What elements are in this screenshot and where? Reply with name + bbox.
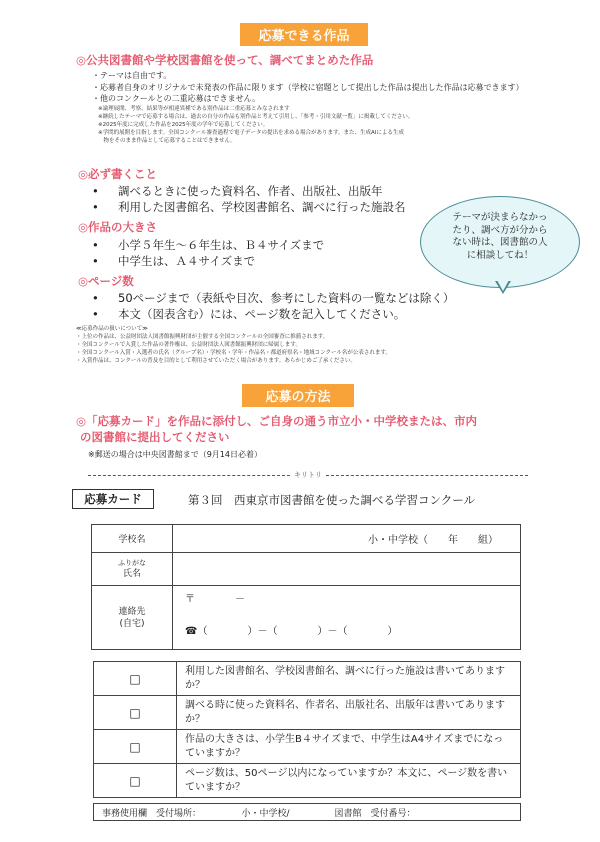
entry-card-title: 第３回 西東京市図書館を使った調べる学習コンクール [188, 493, 476, 507]
bubble-line: たり、調べ方が分から [452, 224, 548, 236]
list-item: • 小学５年生～６年生は、Ｂ４サイズまで [92, 238, 325, 252]
table-row [94, 696, 521, 730]
list-item: • 50ページまで（表紙や目次、参考にした資料の一覧などは除く） [92, 291, 455, 305]
handling-line: ・上位の作品は、公益財団法人図書館振興財団が主催する全国コンクールの全国審査に推薦されます。 [76, 334, 329, 340]
checkbox[interactable]: □ [94, 764, 177, 798]
check-question: ページ数は、50ページ以内になっていますか？本文に、ページ数を書いていますか？ [177, 764, 521, 798]
bubble-line: テーマが決まらなかっ [452, 212, 548, 223]
speech-bubble-text [432, 212, 568, 262]
method-note: ※郵送の場合は中央図書館まで（9月14日必着） [88, 450, 262, 459]
list-item: • 利用した図書館名、学校図書館名、調べに行った施設名 [92, 200, 406, 214]
method-section-label: 応募の方法 [242, 384, 354, 407]
contact-field[interactable] [173, 586, 521, 650]
name-label-cell [92, 553, 173, 586]
size-item: 中学生は、Ａ４サイズまで [118, 254, 256, 268]
table-row [94, 764, 521, 798]
table-row [92, 553, 521, 586]
handling-line: ・入賞作品は、コンクールの普及を目的として利用させていただく場合があります。あらかじめご了承ください。 [76, 358, 356, 364]
contact-label: 連絡先 [118, 606, 146, 617]
checklist-table [93, 661, 521, 798]
works-note: 物をそのまま作品として応募することはできません。 [98, 138, 236, 144]
pages-item: 50ページまで（表紙や目次、参考にした資料の一覧などは除く） [118, 291, 455, 305]
handling-line: ・全国コンクール入賞・入選者の氏名（グループ名）・学校名・学年・作品名・都道府県名・地域コンクール名が公表されます。 [76, 350, 391, 356]
furigana-label: ふりがな [118, 559, 146, 567]
handling-title: ≪応募作品の扱いについて≫ [76, 326, 148, 332]
pages-item: 本文（図表含む）には、ページ数を記入してください。 [118, 307, 406, 321]
table-row [92, 586, 521, 650]
works-rule: ・テーマは自由です。 [92, 71, 172, 80]
name-field[interactable] [173, 553, 521, 586]
postal-code: 〒 － [185, 594, 245, 605]
phone-number: ☎（ ）－（ ）－（ ） [185, 626, 398, 637]
works-note: ※論理展開、考察、結果等が相違異種である別作品は二重応募とみなされます [98, 106, 290, 112]
works-rules [92, 70, 524, 105]
dashed-line [326, 475, 528, 476]
speech-bubble-tail-fill [497, 280, 509, 291]
contact-label-cell [92, 586, 173, 650]
works-note: ※2025年度に完成した作品を2025年度の学年で応募してください。 [98, 122, 269, 128]
works-section-label: 応募できる作品 [240, 23, 368, 46]
must-write-item: 利用した図書館名、学校図書館名、調べに行った施設名 [118, 200, 406, 214]
list-item: • 中学生は、Ａ４サイズまで [92, 254, 256, 268]
school-label: 学校名 [92, 525, 173, 553]
table-row [94, 730, 521, 764]
check-question: 調べる時に使った資料名、作者名、出版社名、出版年は書いてありますか？ [177, 696, 521, 730]
cut-label: キリトリ [294, 471, 322, 479]
table-row [94, 662, 521, 696]
works-notes [98, 105, 413, 145]
method-heading-line: の図書館に提出してください [80, 430, 230, 444]
office-use-row: 事務使用欄 受付場所： 小・中学校/ 図書館 受付番号： [93, 803, 521, 821]
checkbox[interactable]: □ [94, 730, 177, 764]
pages-heading: ◎ページ数 [78, 274, 134, 288]
must-write-item: 調べるときに使った資料名、作者、出版社、出版年 [118, 184, 383, 198]
works-note: ※継続したテーマで応募する場合は、過去の自分の作品も別作品と考えて引用し、「参考・引用文献一覧」に掲載してください。 [98, 114, 414, 120]
works-rule: ・応募者自身のオリジナルで未発表の作品に限ります（学校に宿題として提出した作品は提出した作品は応募できます） [92, 82, 524, 92]
checkbox[interactable]: □ [94, 662, 177, 696]
bubble-line: ない時は、図書館の人 [452, 237, 548, 248]
works-note: ※学問的展開を目指します。全国コンクール審査過程で電子データの提出を求める場合があります。また、生成AIによる生成 [98, 130, 404, 136]
checkbox[interactable]: □ [94, 696, 177, 730]
entry-card-label: 応募カード [72, 489, 154, 509]
entry-info-table [91, 524, 521, 650]
list-item: • 調べるときに使った資料名、作者、出版社、出版年 [92, 184, 383, 198]
contact-sub-label: (自宅) [119, 618, 145, 629]
handling-line: ・全国コンクールで入賞した作品の著作権は、公益財団法人図書館振興財団に帰属します。 [76, 342, 301, 348]
name-label: 氏名 [122, 569, 141, 579]
handling-notes [76, 325, 391, 365]
bubble-line: に相談してね！ [466, 249, 534, 261]
dashed-line [88, 475, 290, 476]
school-field[interactable]: 小・中学校（ 年 組） [173, 525, 521, 553]
method-heading-line: ◎「応募カード」を作品に添付し、ご自身の通う市立小・中学校または、市内 [76, 414, 478, 428]
check-question: 作品の大きさは、小学生B４サイズまで、中学生はA4サイズまでになっていますか？ [177, 730, 521, 764]
works-rule: ・他のコンクールとの二重応募はできません。 [92, 94, 261, 103]
size-item: 小学５年生～６年生は、Ｂ４サイズまで [118, 238, 325, 252]
size-heading: ◎作品の大きさ [78, 220, 158, 234]
cut-line [88, 470, 528, 480]
check-question: 利用した図書館名、学校図書館名、調べに行った施設は書いてありますか？ [177, 662, 521, 696]
list-item: • 本文（図表含む）には、ページ数を記入してください。 [92, 307, 406, 321]
method-heading [76, 413, 477, 445]
must-write-heading: ◎必ず書くこと [78, 167, 158, 181]
table-row [92, 525, 521, 553]
works-heading: ◎公共図書館や学校図書館を使って、調べてまとめた作品 [76, 53, 374, 67]
